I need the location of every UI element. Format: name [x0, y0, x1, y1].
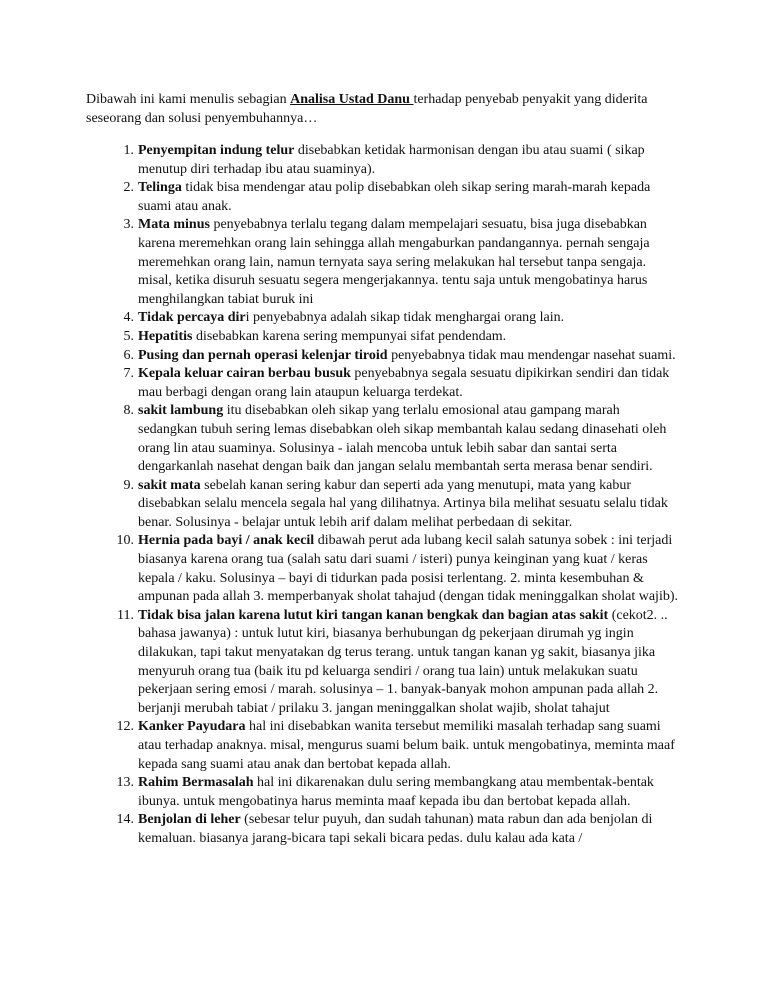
item-number: 9. [123, 477, 134, 493]
item-number: 1. [123, 143, 134, 158]
item-title: Pusing dan pernah operasi kelenjar tiroid [138, 347, 388, 363]
list-item [123, 347, 678, 366]
list-item [123, 365, 678, 402]
item-text: disebabkan ketidak harmonisan dengan ibu atau suami ( sikap menutup diri terhadap ibu atau suaminya). [138, 143, 645, 177]
item-title: sakit lambung [138, 403, 224, 419]
item-text: hal ini dikarenakan dulu sering membangkang atau membentak-bentak ibunya. untuk mengobatinya harus meminta maaf kepada ibu dan bertobat kepada allah. [138, 775, 654, 809]
item-number: 8. [123, 403, 134, 419]
item-title: Tidak bisa jalan karena lutut kiri tangan kanan bengkak dan bagian atas sakit [138, 607, 609, 623]
list-item [123, 309, 678, 328]
item-title: Hernia pada bayi / anak kecil [138, 533, 315, 549]
item-title: Hepatitis [138, 328, 193, 344]
list-item [123, 328, 678, 347]
item-text: tidak bisa mendengar atau polip disebabkan oleh sikap sering marah-marah kepada suami atau anak. [138, 180, 651, 214]
intro-text-before: Dibawah ini kami menulis sebagian [86, 92, 291, 107]
item-text: sebelah kanan sering kabur dan seperti ada yang menutupi, mata yang kabur disebabkan selalu mencela segala hal yang dilihatnya. Artinya bila melihat sesuatu selalu tidak benar. Solusinya - belajar untuk lebih arif dalam melihat perbedaan di sekitar. [138, 477, 668, 530]
item-number: 6. [123, 347, 134, 363]
intro-highlight: Analisa Ustad Danu [290, 92, 414, 107]
item-number: 13. [116, 775, 134, 791]
item-number: 7. [123, 366, 134, 382]
item-number: 2. [123, 180, 134, 196]
list-item [116, 718, 678, 774]
item-title: Kanker Payudara [138, 719, 246, 735]
item-number: 10. [116, 533, 134, 549]
item-number: 11. [117, 607, 134, 623]
item-number: 12. [116, 719, 134, 735]
item-text: penyebabnya terlalu tegang dalam mempelajari sesuatu, bisa juga disebabkan karena meremehkan orang lain sehingga allah mengaburkan pandangannya. pernah sengaja meremehkan orang lain, namun ternyata saya sering melakukan hal tersebut tanpa sengaja. misal, ketika disuruh sesuatu segera mengerjakannya. tentu saja untuk mengobatinya harus menghilangkan tabiat buruk ini [138, 217, 650, 307]
item-text: dibawah perut ada lubang kecil salah satunya sobek : ini terjadi biasanya karena orang tua (salah satu dari suami / isteri) punya keinginan yang kuat / keras kepala / kaku. Solusinya – bayi di tidurkan pada posisi terlentang. 2. minta kesembuhan & ampunan pada allah 3. memperbanyak sholat tahajud (dengan tidak meninggalkan sholat wajib). [138, 533, 678, 605]
item-title: Tidak percaya dir [138, 310, 246, 326]
item-text: itu disebabkan oleh sikap yang terlalu emosional atau gampang marah sedangkan tubuh sering lemas disebabkan oleh sikap membantah kalau sedang dinasehati oleh orang lin atau suaminya. Solusinya - ialah mencoba untuk lebih sabar dan santai serta dengarkanlah nasehat dengan baik dan jangan selalu membantah serta merasa benar sendiri. [138, 403, 667, 475]
list-item [123, 477, 678, 533]
item-number: 3. [123, 217, 134, 233]
item-text: hal ini disebabkan wanita tersebut memiliki masalah terhadap sang suami atau terhadap anaknya. misal, mengurus suami belum baik. untuk mengobatinya, meminta maaf kepada sang suami atau anak dan bertobat kepada allah. [138, 719, 675, 772]
list-item [117, 607, 678, 719]
item-title: Kepala keluar cairan berbau busuk [138, 366, 351, 382]
item-number: 14. [116, 812, 134, 828]
item-text: penyebabnya tidak mau mendengar nasehat suami. [387, 347, 676, 363]
intro-text-after: terhadap penyebab penyakit yang diderita seseorang dan solusi penyembuhannya… [86, 92, 648, 126]
intro-paragraph [86, 91, 686, 128]
list-item [116, 774, 678, 811]
item-title: Telinga [138, 180, 182, 196]
item-number: 4. [123, 310, 134, 326]
item-title: sakit mata [138, 477, 201, 493]
item-title: Penyempitan indung telur [138, 143, 295, 158]
item-text: (sebesar telur puyuh, dan sudah tahunan) mata rabun dan ada benjolan di kemaluan. biasanya jarang-bicara tapi sekali bicara pedas. dulu kalau ada kata / [138, 812, 653, 846]
list-item [116, 811, 678, 848]
item-text: disebabkan karena sering mempunyai sifat pendendam. [192, 328, 507, 344]
list-item [123, 179, 678, 216]
list-item [123, 402, 678, 476]
item-text: (cekot2. .. bahasa jawanya) : untuk lutut kiri, biasanya berhubungan dg pekerjaan dirumah yg ingin dilakukan, tapi takut menyatakan dg terus terang. untuk tangan kanan yg sakit, biasanya jika menyuruh orang tua (baik itu pd keluarga sendiri / orang tua lain) untuk melakukan suatu pekerjaan sering emosi / marah. solusinya – 1. banyak-banyak mohon ampunan pada allah 2. berjanji merubah tabiat / prilaku 3. jangan meninggalkan sholat wajib, sholat tahajut [138, 607, 668, 716]
item-title: Benjolan di leher [138, 812, 241, 828]
item-text: i penyebabnya adalah sikap tidak menghargai orang lain. [245, 310, 565, 326]
item-number: 5. [123, 328, 134, 344]
list-item [123, 216, 678, 309]
cause-list [116, 142, 678, 849]
list-item [116, 532, 678, 606]
item-title: Rahim Bermasalah [138, 775, 254, 791]
list-item [123, 142, 678, 179]
item-title: Mata minus [138, 217, 210, 233]
item-text: penyebabnya segala sesuatu dipikirkan sendiri dan tidak mau berbagi dengan orang lain ataupun keluarga terdekat. [138, 366, 670, 400]
